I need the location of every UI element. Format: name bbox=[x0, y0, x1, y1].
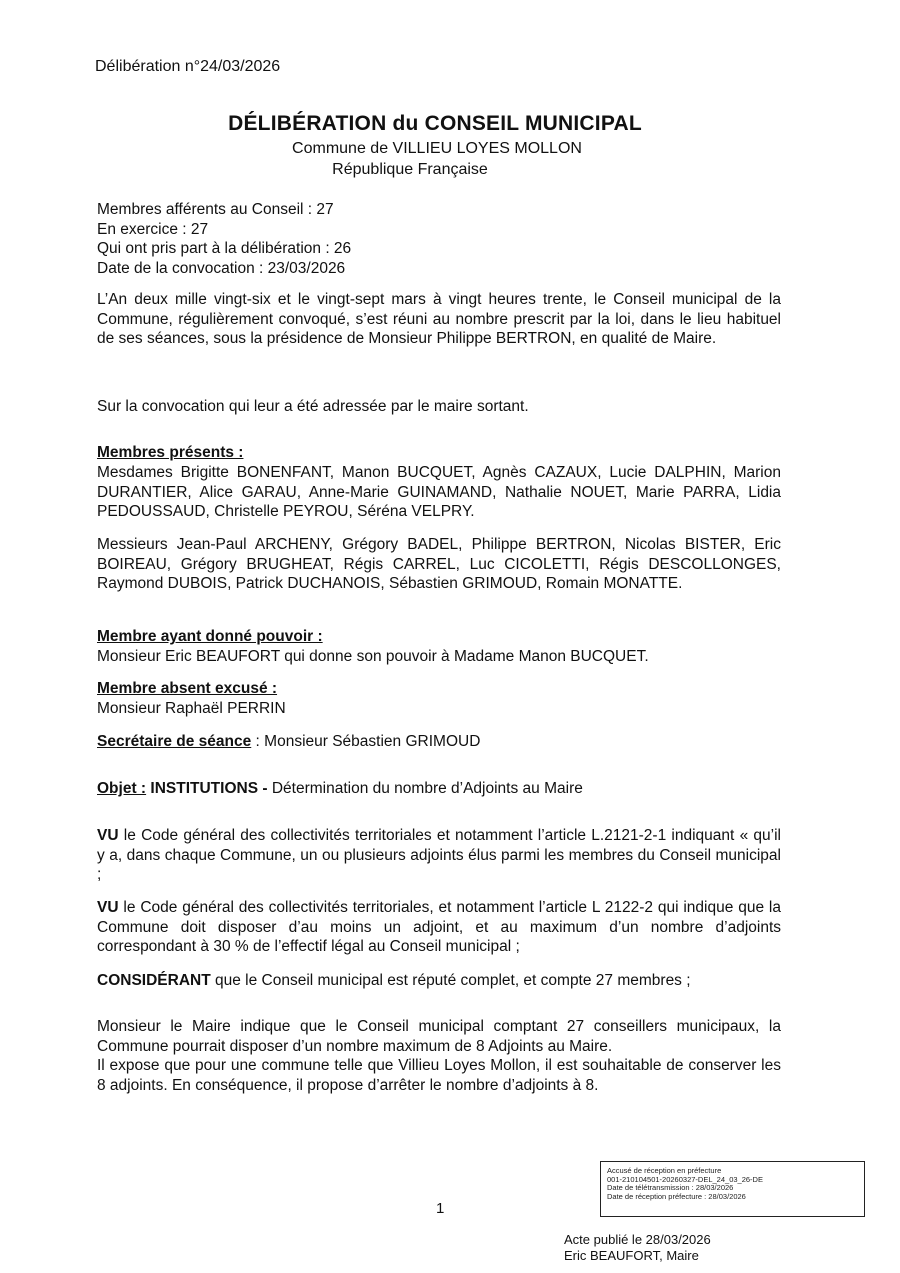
absent-heading: Membre absent excusé : bbox=[97, 680, 278, 697]
deliberation-reference: Délibération n°24/03/2026 bbox=[95, 58, 281, 75]
secretaire-heading: Secrétaire de séance bbox=[97, 733, 252, 750]
intro-paragraph: L’An deux mille vingt-six et le vingt-sept mars à vingt heures trente, le Conseil municipal de la Commune, régulièrement convoqué, s’est réuni au nombre prescrit par la loi, dans le lieu habituel de ses séances, sous la présidence de Monsieur Philippe BERTRON, en qualité de Maire. bbox=[97, 291, 781, 348]
vu2-text: le Code général des collectivités territoriales, et notamment l’article L 2122-2 qui indique que la Commune doit disposer d’au moins un adjoint, et au maximum d’un nombre d’adjoints correspondant à 30 % de l’effectif légal au Conseil municipal ; bbox=[97, 899, 781, 956]
council-stats bbox=[97, 200, 781, 278]
stat-afferents: Membres afférents au Conseil : 27 bbox=[97, 201, 334, 218]
stat-exercice: En exercice : 27 bbox=[97, 220, 209, 238]
stamp-line-1: Accusé de réception en préfecture bbox=[607, 1166, 722, 1175]
stamp-line-4: Date de réception préfecture : 28/03/2026 bbox=[607, 1191, 746, 1201]
presents-heading bbox=[97, 443, 781, 463]
maire-text: Monsieur le Maire indique que le Conseil municipal comptant 27 conseillers municipaux, la Commune pourrait disposer d’un nombre maximum de 8 Adjoints au Maire. bbox=[97, 1018, 781, 1055]
expose-text: Il expose que pour une commune telle que Villieu Loyes Mollon, il est souhaitable de conserver les 8 adjoints. En conséquence, il propose d’arrêter le nombre d’adjoints à 8. bbox=[97, 1057, 781, 1094]
stat-convocation-date: Date de la convocation : 23/03/2026 bbox=[97, 259, 346, 277]
vu1-text: le Code général des collectivités territoriales et notamment l’article L.2121-2-1 indiquant « qu’il y a, dans chaque Commune, un ou plusieurs adjoints élus parmi les membres du Conseil municipal ; bbox=[97, 827, 781, 884]
stat-participants: Qui ont pris part à la délibération : 26 bbox=[97, 240, 352, 258]
commune-name: Commune de VILLIEU LOYES MOLLON bbox=[292, 140, 582, 157]
secretaire-text: : Monsieur Sébastien GRIMOUD bbox=[251, 733, 481, 750]
stamp-line-2: 001-210104501-20260327-DEL_24_03_26-DE bbox=[607, 1174, 763, 1184]
absent-section bbox=[97, 679, 781, 718]
prefecture-stamp bbox=[600, 1161, 865, 1217]
vu2-lead: VU bbox=[97, 899, 119, 916]
vu1-lead: VU bbox=[97, 827, 119, 844]
stamp-line-3: Date de télétransmission : 28/03/2026 bbox=[607, 1183, 734, 1193]
secretaire-section bbox=[97, 732, 781, 752]
publication-signatory: Eric BEAUFORT, Maire bbox=[564, 1248, 699, 1263]
presents-messieurs: Messieurs Jean-Paul ARCHENY, Grégory BADEL, Philippe BERTRON, Nicolas BISTER, Eric BOIREAU, Grégory BRUGHEAT, Régis CARREL, Luc CICOLETTI, Régis DESCOLLONGES, Raymond DUBOIS, Patrick DUCHANOIS, Sébastien GRIMOUD, Romain MONATTE. bbox=[97, 536, 781, 593]
considerant-lead: CONSIDÉRANT bbox=[97, 972, 211, 989]
objet-heading: Objet : bbox=[97, 780, 147, 797]
presents-mesdames: Mesdames Brigitte BONENFANT, Manon BUCQUET, Agnès CAZAUX, Lucie DALPHIN, Marion DURANTIER, Alice GARAU, Anne-Marie GUINAMAND, Nathalie NOUET, Marie PARRA, Lidia PEDOUSSAUD, Christelle PEYROU, Séréna VELPRY. bbox=[97, 464, 781, 521]
objet-text: Détermination du nombre d’Adjoints au Maire bbox=[271, 780, 583, 797]
publication-date: Acte publié le 28/03/2026 bbox=[564, 1232, 711, 1247]
objet-section bbox=[97, 779, 781, 799]
vu2-paragraph bbox=[97, 898, 781, 957]
objet-bold: INSTITUTIONS - bbox=[150, 780, 268, 797]
vu1-paragraph bbox=[97, 826, 781, 885]
pouvoir-heading: Membre ayant donné pouvoir : bbox=[97, 628, 323, 645]
convocation-paragraph: Sur la convocation qui leur a été adressée par le maire sortant. bbox=[97, 398, 529, 415]
considerant-paragraph bbox=[97, 971, 781, 991]
pouvoir-text: Monsieur Eric BEAUFORT qui donne son pouvoir à Madame Manon BUCQUET. bbox=[97, 647, 649, 665]
publication-note bbox=[564, 1232, 711, 1264]
republic-line: République Française bbox=[332, 161, 488, 178]
document-title: DÉLIBÉRATION du CONSEIL MUNICIPAL bbox=[228, 112, 642, 135]
absent-text: Monsieur Raphaël PERRIN bbox=[97, 699, 286, 717]
maire-paragraph bbox=[97, 1017, 781, 1095]
presents-heading-text: Membres présents : bbox=[97, 444, 244, 461]
page-number: 1 bbox=[436, 1200, 445, 1217]
pouvoir-section bbox=[97, 627, 781, 666]
considerant-text: que le Conseil municipal est réputé complet, et compte 27 membres ; bbox=[214, 972, 691, 989]
